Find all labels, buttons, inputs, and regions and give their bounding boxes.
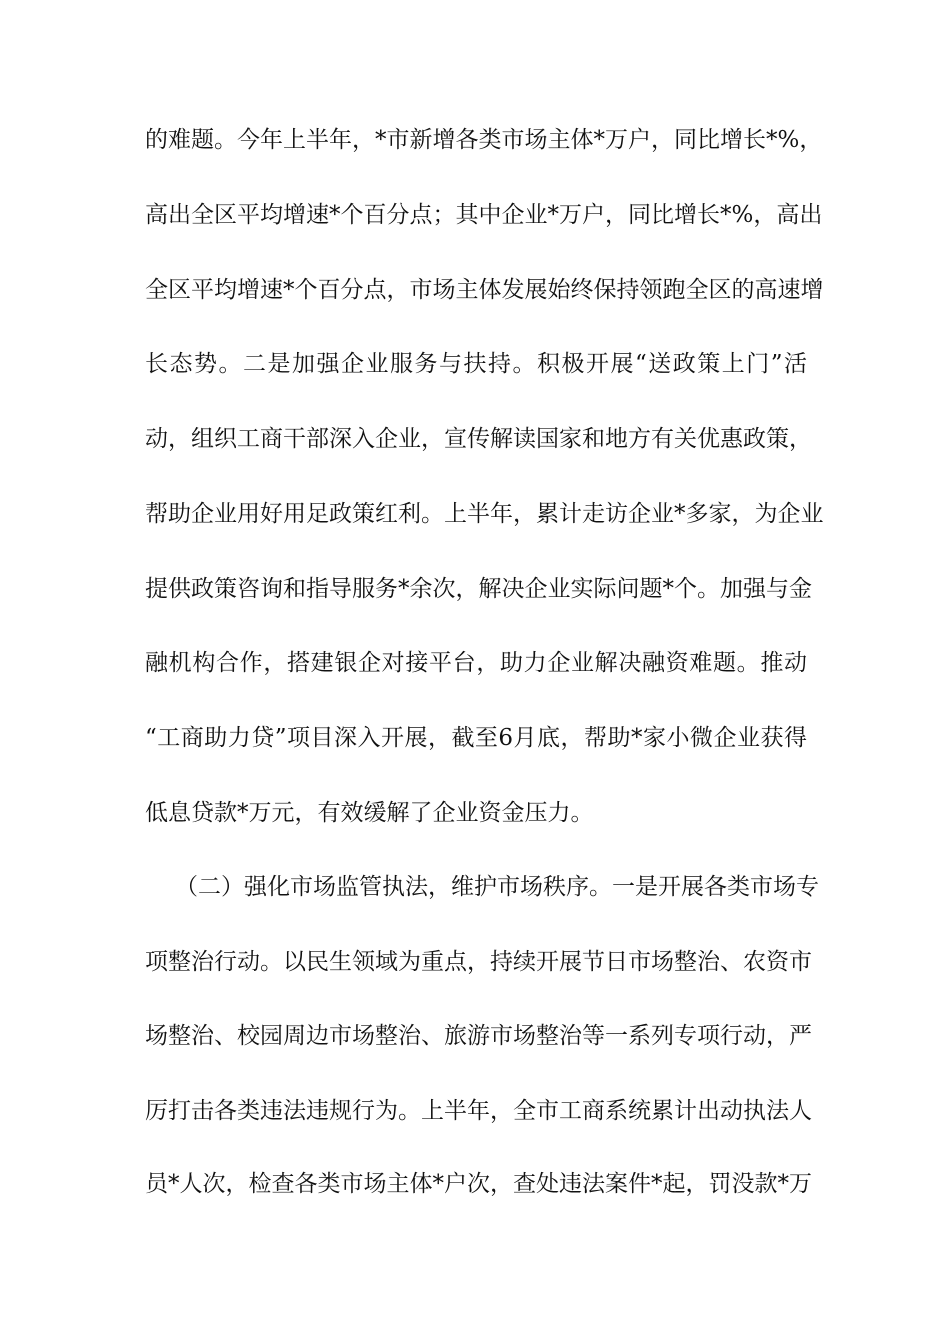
text-line: 员*人次，检查各类市场主体*户次，查处违法案件*起，罚没款*万 xyxy=(145,1171,812,1197)
text-line: “工商助力贷”项目深入开展，截至6月底，帮助*家小微企业获得 xyxy=(145,725,807,751)
text-line: 长态势。二是加强企业服务与扶持。积极开展“送政策上门”活 xyxy=(145,351,807,377)
text-line: 动，组织工商干部深入企业，宣传解读国家和地方有关优惠政策， xyxy=(145,426,812,452)
text-line: 提供政策咨询和指导服务*余次，解决企业实际问题*个。加强与金 xyxy=(145,576,812,602)
text-line: 帮助企业用好用足政策红利。上半年，累计走访企业*多家，为企业 xyxy=(145,501,824,527)
text-line: 高出全区平均增速*个百分点；其中企业*万户，同比增长*%，高出 xyxy=(145,202,823,228)
text-line: 的难题。今年上半年，*市新增各类市场主体*万户，同比增长*%， xyxy=(145,127,823,153)
text-line: 低息贷款*万元，有效缓解了企业资金压力。 xyxy=(145,800,594,826)
text-line: 项整治行动。以民生领域为重点，持续开展节日市场整治、农资市 xyxy=(145,949,812,975)
text-line: 厉打击各类违法违规行为。上半年，全市工商系统累计出动执法人 xyxy=(145,1098,812,1124)
section-heading-line: （二）强化市场监管执法，维护市场秩序。一是开展各类市场专 xyxy=(175,874,819,900)
text-line: 融机构合作，搭建银企对接平台，助力企业解决融资难题。推动 xyxy=(145,650,807,676)
text-line: 场整治、校园周边市场整治、旅游市场整治等一系列专项行动，严 xyxy=(145,1023,812,1049)
text-line: 全区平均增速*个百分点，市场主体发展始终保持领跑全区的高速增 xyxy=(145,277,824,303)
